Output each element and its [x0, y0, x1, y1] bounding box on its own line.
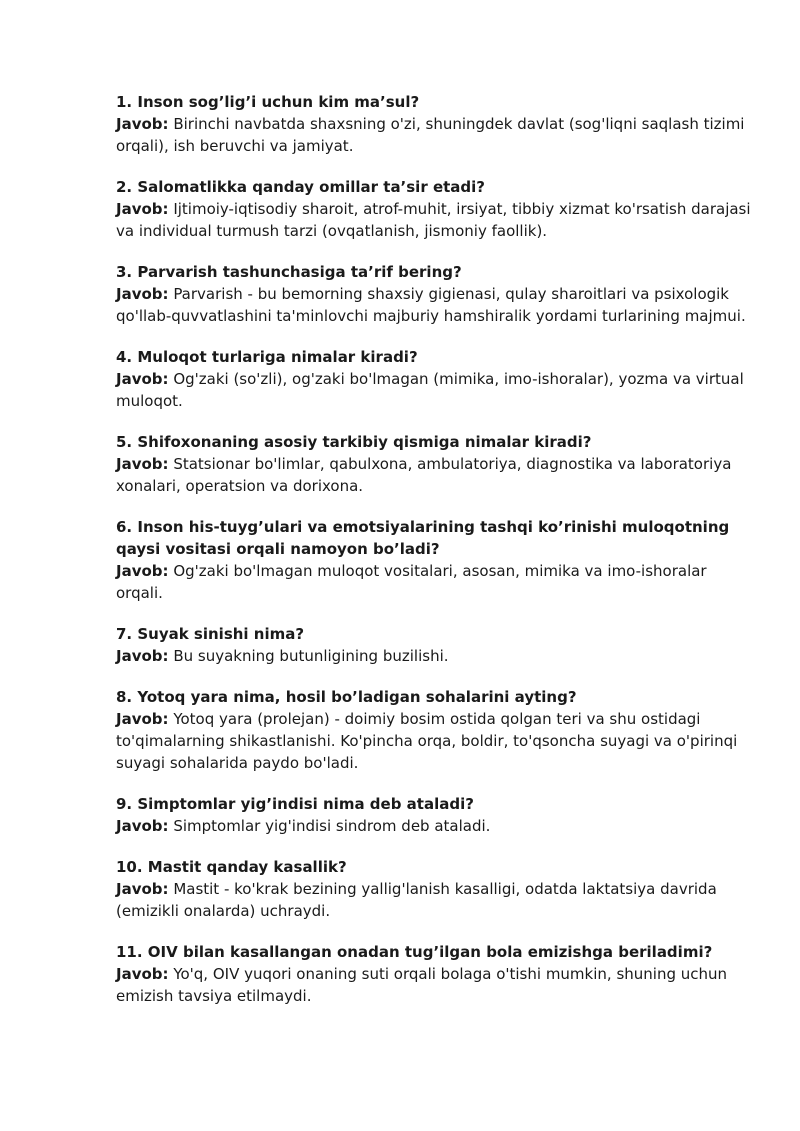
answer-text: Yo'q, OIV yuqori onaning suti orqali bolaga o'tishi mumkin, shuning uchun emizish tavsiya etilmaydi. — [116, 965, 728, 1005]
answer-label: Javob: — [116, 200, 169, 218]
answer-text: Mastit - ko'krak bezining yallig'lanish kasalligi, odatda laktatsiya davrida (emizikli onalarda) uchraydi. — [116, 880, 717, 920]
answer-text: Og'zaki bo'lmagan muloqot vositalari, asosan, mimika va imo-ishoralar orqali. — [116, 562, 707, 602]
answer-label: Javob: — [116, 285, 169, 303]
qa-item-10 — [116, 856, 756, 922]
answer-label: Javob: — [116, 455, 169, 473]
answer-label: Javob: — [116, 710, 169, 728]
answer-1 — [116, 113, 756, 157]
answer-5 — [116, 453, 756, 497]
document-page — [116, 91, 756, 1026]
answer-label: Javob: — [116, 647, 169, 665]
answer-text: Parvarish - bu bemorning shaxsiy gigienasi, qulay sharoitlari va psixologik qo'llab-quvvatlashini ta'minlovchi majburiy hamshiralik yordami turlarining majmui. — [116, 285, 746, 325]
answer-text: Og'zaki (so'zli), og'zaki bo'lmagan (mimika, imo-ishoralar), yozma va virtual muloqot. — [116, 370, 744, 410]
answer-label: Javob: — [116, 370, 169, 388]
qa-item-8 — [116, 686, 756, 774]
question-10: 10. Mastit qanday kasallik? — [116, 858, 347, 876]
answer-6 — [116, 560, 756, 604]
answer-3 — [116, 283, 756, 327]
qa-item-9 — [116, 793, 756, 837]
answer-7 — [116, 645, 756, 667]
qa-item-5 — [116, 431, 756, 497]
answer-2 — [116, 198, 756, 242]
question-5: 5. Shifoxonaning asosiy tarkibiy qismiga nimalar kiradi? — [116, 433, 592, 451]
answer-text: Statsionar bo'limlar, qabulxona, ambulatoriya, diagnostika va laboratoriya xonalari, operatsion va dorixona. — [116, 455, 732, 495]
qa-item-1 — [116, 91, 756, 157]
question-1: 1. Inson sog’lig’i uchun kim ma’sul? — [116, 93, 420, 111]
answer-text: Ijtimoiy-iqtisodiy sharoit, atrof-muhit, irsiyat, tibbiy xizmat ko'rsatish darajasi va individual turmush tarzi (ovqatlanish, jismoniy faollik). — [116, 200, 751, 240]
answer-text: Bu suyakning butunligining buzilishi. — [173, 647, 449, 665]
answer-text: Simptomlar yig'indisi sindrom deb ataladi. — [173, 817, 491, 835]
question-8: 8. Yotoq yara nima, hosil bo’ladigan sohalarini ayting? — [116, 688, 577, 706]
qa-item-6 — [116, 516, 756, 604]
question-11: 11. OIV bilan kasallangan onadan tug’ilgan bola emizishga beriladimi? — [116, 943, 713, 961]
qa-item-2 — [116, 176, 756, 242]
question-2: 2. Salomatlikka qanday omillar ta’sir etadi? — [116, 178, 485, 196]
answer-label: Javob: — [116, 115, 169, 133]
question-4: 4. Muloqot turlariga nimalar kiradi? — [116, 348, 418, 366]
answer-4 — [116, 368, 756, 412]
answer-10 — [116, 878, 756, 922]
answer-9 — [116, 815, 756, 837]
answer-label: Javob: — [116, 817, 169, 835]
qa-item-11 — [116, 941, 756, 1007]
question-3: 3. Parvarish tashunchasiga ta’rif bering? — [116, 263, 462, 281]
answer-11 — [116, 963, 756, 1007]
answer-label: Javob: — [116, 965, 169, 983]
answer-label: Javob: — [116, 880, 169, 898]
question-6: 6. Inson his-tuyg’ulari va emotsiyalarining tashqi ko’rinishi muloqotning qaysi vositasi orqali namoyon bo’ladi? — [116, 518, 730, 558]
answer-text: Yotoq yara (prolejan) - doimiy bosim ostida qolgan teri va shu ostidagi to'qimalarning shikastlanishi. Ko'pincha orqa, boldir, to'qsoncha suyagi va o'pirinqi suyagi sohalarida paydo bo'ladi. — [116, 710, 738, 772]
answer-text: Birinchi navbatda shaxsning o'zi, shuningdek davlat (sog'liqni saqlash tizimi orqali), ish beruvchi va jamiyat. — [116, 115, 745, 155]
answer-8 — [116, 708, 756, 774]
question-9: 9. Simptomlar yig’indisi nima deb ataladi? — [116, 795, 474, 813]
answer-label: Javob: — [116, 562, 169, 580]
qa-item-3 — [116, 261, 756, 327]
question-7: 7. Suyak sinishi nima? — [116, 625, 305, 643]
qa-item-7 — [116, 623, 756, 667]
qa-item-4 — [116, 346, 756, 412]
